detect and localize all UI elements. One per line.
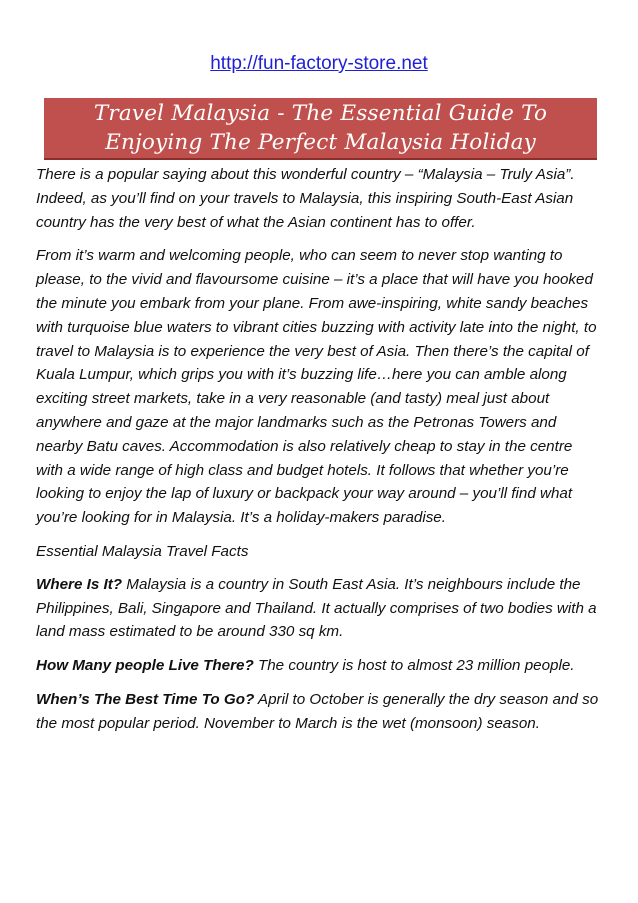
fact-question: When’s The Best Time To Go? (36, 690, 255, 708)
site-url-link[interactable]: http://fun-factory-store.net (210, 53, 428, 74)
page-title (44, 99, 597, 157)
fact-answer: The country is host to almost 23 million people. (253, 657, 575, 675)
intro-paragraph-1: There is a popular saying about this wonderful country – “Malaysia – Truly Asia”. Indeed, as you’ll find on your travels to Malaysia, this inspiring South-East Asian country has the very best of what the Asian continent has to offer. (36, 166, 575, 231)
facts-heading: Essential Malaysia Travel Facts (36, 542, 249, 560)
fact-question: Where Is It? (36, 575, 123, 593)
title-banner (44, 98, 597, 160)
page-title-line-1: Travel Malaysia - The Essential Guide To (93, 101, 548, 126)
intro-paragraph-2: From it’s warm and welcoming people, who can seem to never stop wanting to please, to the vivid and flavoursome cuisine – it’s a place that will have you hooked the minute you embark from your plane. From awe-inspiring, white sandy beaches with turquoise blue waters to vibrant cities buzzing with activity late into the night, to travel to Malaysia is to experience the very best of Asia. Then there’s the capital of Kuala Lumpur, which grips you with it’s buzzing life…here you can amble along exciting street markets, take in a very reasonable (and tasty) meal just about anywhere and gaze at the major landmarks such as the Petronas Towers and nearby Batu caves. Accommodation is also relatively cheap to stay in the centre with a wide range of high class and budget hotels. It follows that whether you’re looking to enjoy the lap of luxury or backpack your way around – you’ll find what you’re looking for in Malaysia. It’s a holiday-makers paradise. (36, 247, 597, 527)
fact-best-time (36, 688, 602, 736)
fact-population (36, 654, 602, 678)
page-title-line-2: Enjoying The Perfect Malaysia Holiday (105, 130, 536, 155)
fact-answer: April to October is generally the dry season and so the most popular period. November to March is the wet (monsoon) season. (36, 690, 599, 732)
fact-question: How Many people Live There? (36, 657, 254, 675)
fact-where-is-it (36, 573, 602, 644)
fact-answer: Malaysia is a country in South East Asia. It’s neighbours include the Philippines, Bali, Singapore and Thailand. It actually comprises of two bodies with a land mass estimated to be around 330 sq km. (36, 575, 597, 641)
article-body (36, 163, 602, 746)
